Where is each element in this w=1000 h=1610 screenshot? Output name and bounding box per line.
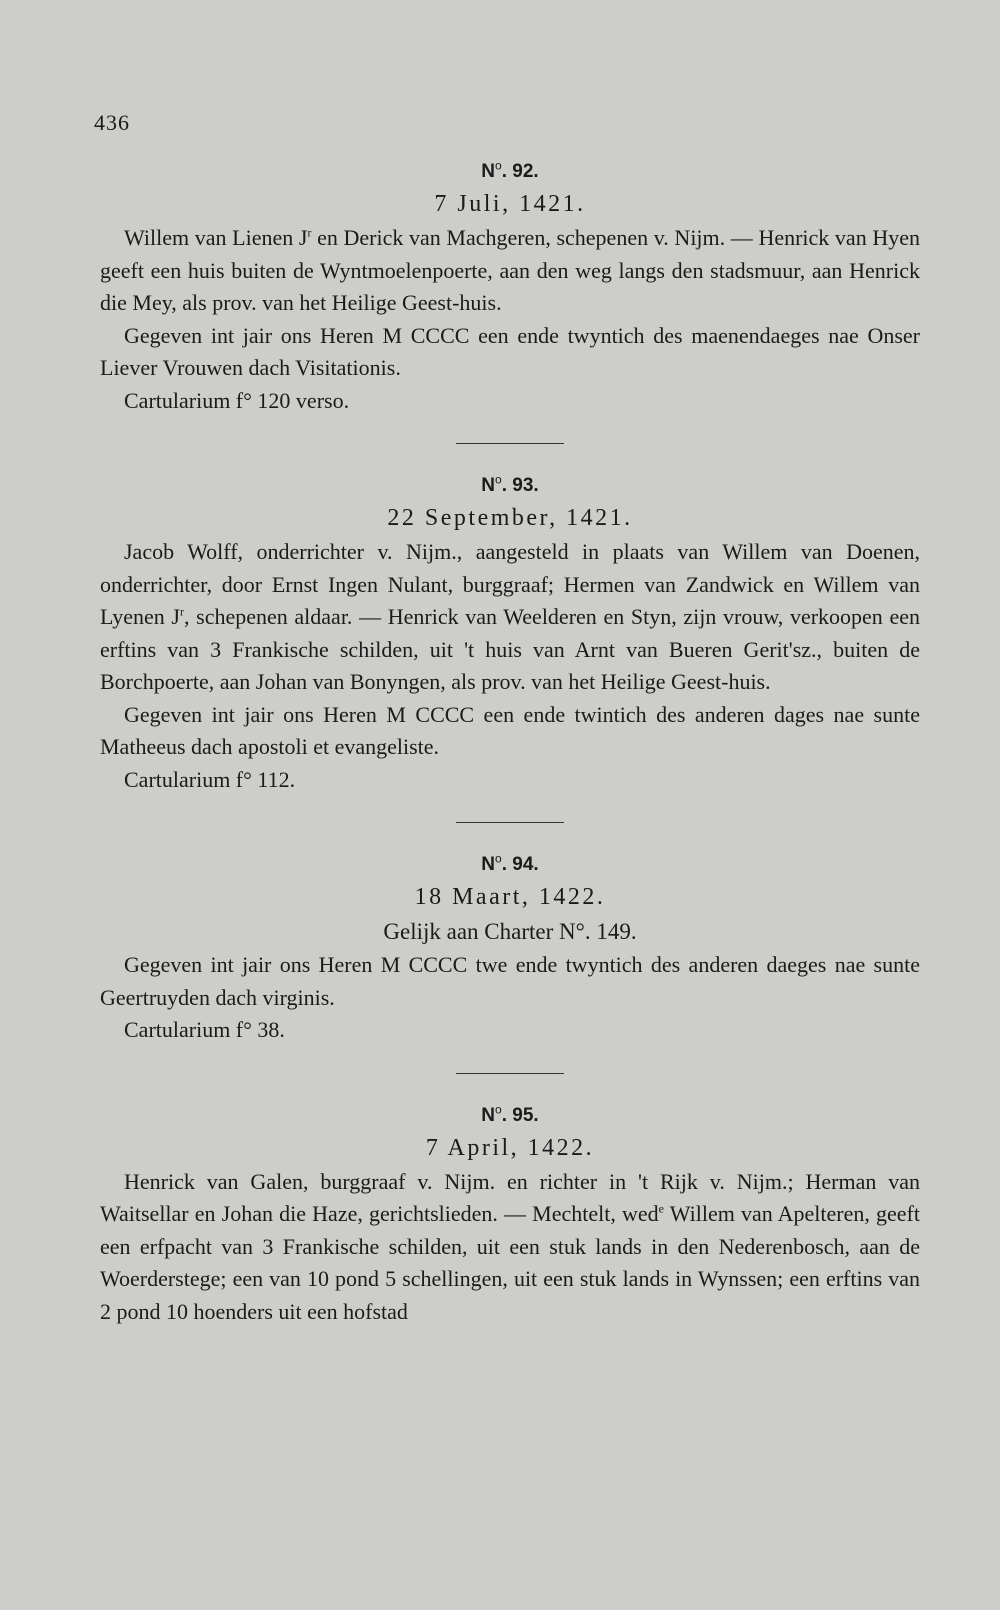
source-reference: Cartularium f° 38. [124,1017,285,1042]
entry-body: Willem van Lienen $J^r$ en Derick van Machgeren, schepenen v. Nijm. — Henrick van Hyen geeft een huis buiten de Wyntmoelenpoerte, aan den weg langs den stadsmuur, aan Henrick die Mey, als prov. van het Heilige Geest-huis. [100,225,920,315]
entry-94 [100,851,920,1047]
entry-date: 18 Maart, 1422. [414,884,606,910]
section-divider [456,1073,564,1074]
entry-number: $N^o$. 93. [481,472,539,496]
section-divider [456,443,564,444]
entry-number: $N^o$. 95. [481,1102,539,1126]
source-reference: Cartularium f° 112. [124,766,296,792]
entry-93 [100,472,920,796]
entry-subtitle: Gelijk aan Charter N°. 149. [383,919,637,944]
entry-body: Jacob Wolff, onderrichter v. Nijm., aangesteld in plaats van Willem van Doenen, onderrichter, door Ernst Ingen Nulant, burggraaf; Hermen van Zandwick en Willem van Lyenen $J^r$, schepenen aldaar. — Henrick van Weelderen en Styn, zijn vrouw, verkoopen een erftins van 3 Frankische schilden, uit 't huis van Arnt van Bueren Gerit'sz., buiten de Borchpoerte, aan Johan van Bonyngen, als prov. van het Heilige Geest-huis. [100,539,920,694]
dating-clause: Gegeven int jair ons Heren M CCCC een ende twintich des anderen dages nae sunte Matheeus dach apostoli et evangeliste. [100,701,920,759]
entry-date: 22 September, 1421. [387,505,633,531]
page-number: 436 [94,110,130,135]
dating-clause: Gegeven int jair ons Heren M CCCC een ende twyntich des maenendaeges nae Onser Liever Vrouwen dach Visitationis. [100,322,920,380]
entry-number: $N^o$. 94. [481,851,539,875]
entry-number: $N^o$. 92. [481,158,539,182]
section-divider [456,822,564,823]
entry-body: Henrick van Galen, burggraaf v. Nijm. en richter in 't Rijk v. Nijm.; Herman van Waitsellar en Johan die Haze, gerichtslieden. — Mechtelt, wed$^e$ Willem van Apelteren, geeft een erfpacht van 3 Frankische schilden, uit een stuk lands in den Nederenbosch, aan de Woerderstege; een van 10 pond 5 schellingen, uit een stuk lands in Wynssen; een erftins van 2 pond 10 hoenders uit een hofstad [100,1168,920,1324]
dating-clause: Gegeven int jair ons Heren M CCCC twe ende twyntich des anderen daeges nae sunte Geertruyden dach virginis. [100,952,920,1010]
entry-92 [100,158,920,417]
entry-95 [100,1102,920,1329]
entry-date: 7 April, 1422. [425,1134,595,1161]
entry-date: 7 Juli, 1421. [434,191,586,217]
source-reference: Cartularium f° 120 verso. [124,387,350,413]
